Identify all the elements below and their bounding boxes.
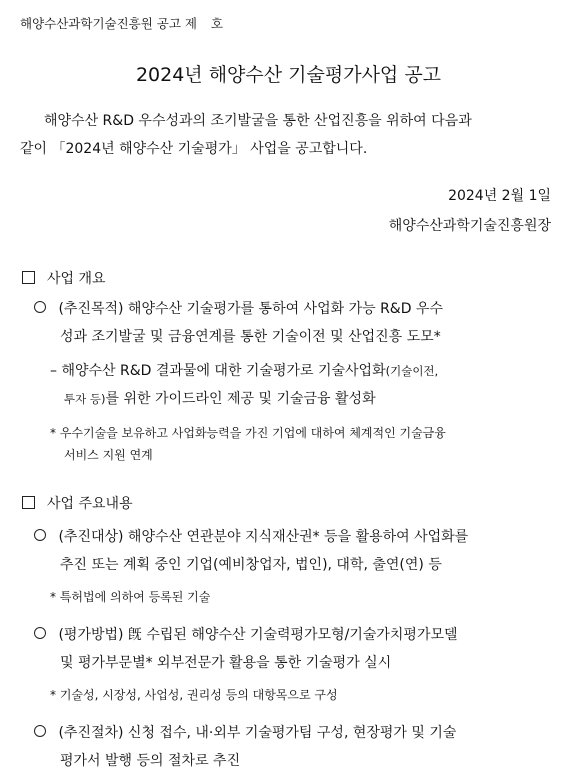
header-org: 해양수산과학기술진흥원 공고 제	[20, 16, 197, 31]
section-2-title: 사업 주요내용	[47, 496, 133, 512]
note-line-2: 서비스 지원 연계	[64, 448, 153, 462]
section-1-title: 사업 개요	[47, 271, 106, 287]
method-line-1	[34, 624, 458, 644]
intro-line-1: 해양수산 R&D 우수성과의 조기발굴을 통한 산업진흥을 위하여 다음과	[44, 113, 472, 129]
dash-text-2: 를 위한 가이드라인 제공 및 기술금융 활성화	[105, 391, 376, 407]
target-line-2: 추진 또는 계획 중인 기업(예비창업자, 법인), 대학, 출연(연) 등	[60, 557, 442, 573]
circle-bullet-icon	[34, 725, 46, 737]
section-2-heading	[22, 493, 133, 513]
intro-line-2: 같이 「2024년 해양수산 기술평가」 사업을 공고합니다.	[20, 141, 368, 157]
target-note: * 특허법에 의하여 등록된 기술	[50, 590, 211, 604]
circle-bullet-icon	[34, 301, 46, 313]
dash-line-2	[64, 388, 376, 408]
announcement-header	[20, 14, 223, 32]
procedure-text-1: (추진절차) 신청 접수, 내·외부 기술평가팀 구성, 현장평가 및 기술	[58, 725, 457, 741]
procedure-line-1	[34, 722, 456, 742]
method-note: * 기술성, 시장성, 사업성, 권리성 등의 대항목으로 구성	[50, 688, 338, 702]
method-line-2: 및 평가부문별* 외부전문가 활용을 통한 기술평가 실시	[60, 655, 392, 671]
procedure-line-2: 평가서 발행 등의 절차로 추진	[60, 753, 241, 769]
method-text-1: (평가방법) 旣 수립된 해양수산 기술력평가모형/기술가치평가모델	[58, 627, 458, 643]
dash-text-1: – 해양수산 R&D 결과물에 대한 기술평가로 기술사업화	[50, 363, 386, 379]
target-line-1	[34, 526, 468, 546]
purpose-line-1	[34, 298, 443, 318]
purpose-text-1: (추진목적) 해양수산 기술평가를 통하여 사업화 가능 R&D 우수	[58, 301, 444, 317]
dash-line-1	[50, 360, 438, 380]
dash-small-1: (기술이전,	[385, 364, 439, 378]
purpose-line-2: 성과 조기발굴 및 금융연계를 통한 기술이전 및 산업진흥 도모*	[60, 329, 441, 345]
note-line-1: * 우수기술을 보유하고 사업화능력을 가진 기업에 대하여 체계적인 기술금융	[50, 426, 446, 440]
circle-bullet-icon	[34, 529, 46, 541]
checkbox-square-icon	[22, 271, 35, 284]
checkbox-square-icon	[22, 496, 35, 509]
header-suffix: 호	[211, 16, 224, 31]
announcement-date: 2024년 2월 1일	[448, 188, 551, 204]
target-text-1: (추진대상) 해양수산 연관분야 지식재산권* 등을 활용하여 사업화를	[58, 529, 469, 545]
circle-bullet-icon	[34, 627, 46, 639]
section-1-heading	[22, 268, 106, 288]
document-title: 2024년 해양수산 기술평가사업 공고	[135, 64, 442, 86]
dash-small-2: 투자 등)	[64, 392, 106, 406]
signer: 해양수산과학기술진흥원장	[388, 218, 551, 234]
